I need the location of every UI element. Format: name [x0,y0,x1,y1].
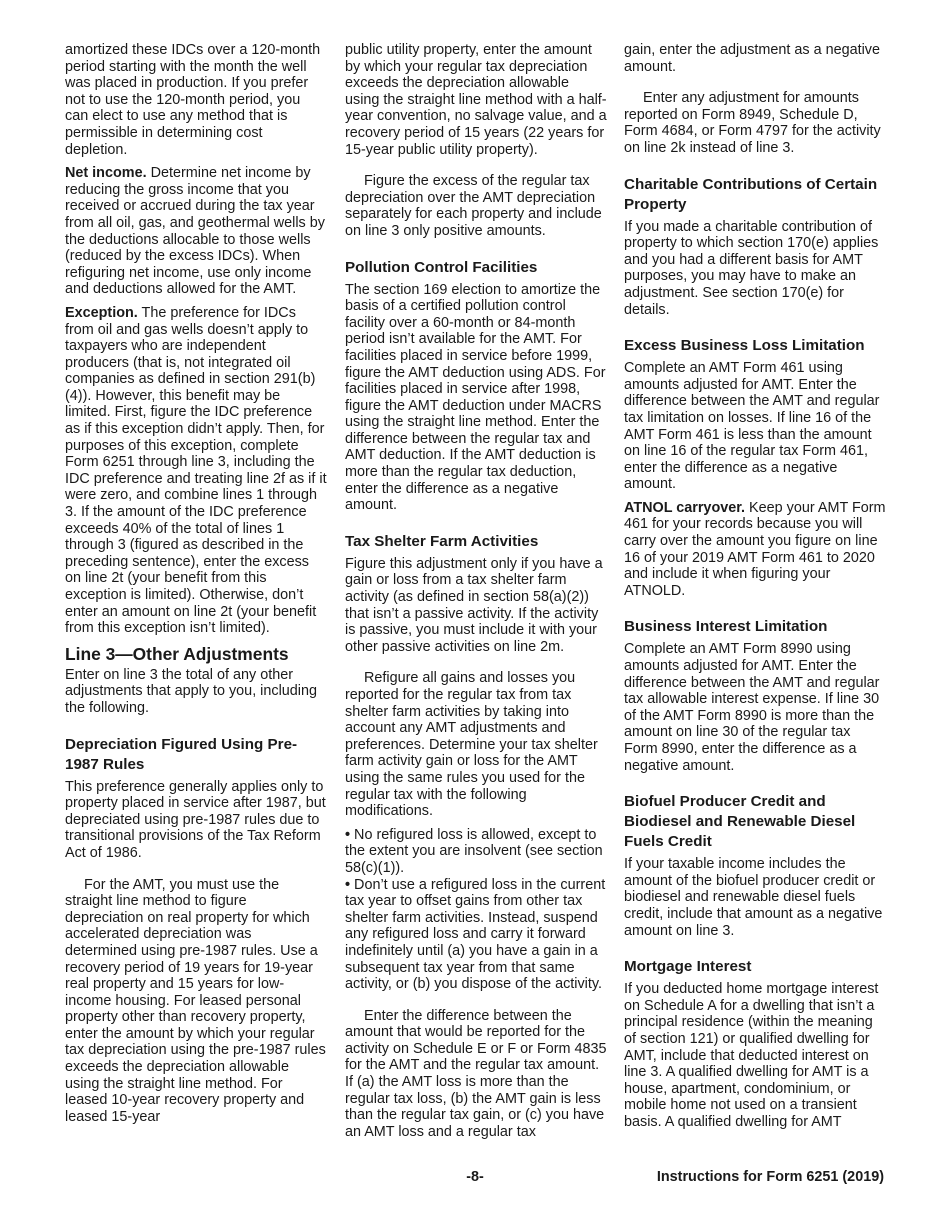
net-income-label: Net income. [65,165,147,182]
bullet-icon: • [345,876,351,893]
business-interest-paragraph: Complete an AMT Form 8990 using amounts adjusted for AMT. Enter the difference between the AMT and regular tax allowable interest expense. If line 30 of the AMT Form 8990 is more than the amount on line 30 of the regular tax Form 8990, enter the difference as a negative amount. [624,641,880,774]
page-number: -8- [466,1169,484,1185]
pollution-control-paragraph: The section 169 election to amortize the basis of a certified pollution control facility over a 60-month or 84-month period isn’t available for the AMT. For facilities placed in service before 1999, figure the AMT deduction using ADS. For facilities placed in service after 1998, figure the AMT deduction under MACRS using the straight line method. Enter the difference between the regular tax and AMT deduction. If the AMT deduction is more than the regular tax deduction, enter the difference as a negative amount. [345,281,606,514]
net-income-text: Determine net income by reducing the gross income that you received or accrued during the tax year from all oil, gas, and geothermal wells by the deductions allocable to those wells (reduced by the excess IDCs). When refiguring net income, use only income and deductions allowed for the AMT. [65,165,325,298]
depreciation-heading: Depreciation Figured Using Pre-1987 Rules [65,735,298,773]
bullet-item-1 [345,827,607,877]
line3-paragraph: Enter on line 3 the total of any other adjustments that apply to you, including the following. [65,666,317,716]
column-2 [345,42,607,1147]
document-title: Instructions for Form 6251 (2019) [656,1169,884,1185]
mortgage-interest-heading: Mortgage Interest [624,958,752,976]
farm-paragraph-2: Refigure all gains and losses you reported for the regular tax from tax shelter farm activities by taking into account any AMT adjustments and preferences. Determine your tax shelter farm activity gain or loss for the AMT using the same rules you used for the regular tax with the following modifications. [345,670,598,820]
atnol-paragraph [624,500,886,600]
charitable-contributions-paragraph: If you made a charitable contribution of property to which section 170(e) applies and you had a different basis for AMT purposes, you may have to make an adjustment. See section 170(e) for details. [624,218,879,318]
depreciation-paragraph-2: For the AMT, you must use the straight line method to figure depreciation on real property for which accelerated depreciation was determined using pre-1987 rules. Use a recovery period of 19 years for 19-year real property and 15 years for low-income housing. For leased personal property other than recovery property, enter the amount by which your regular tax depreciation using the pre-1987 rules exceeds the depreciation allowable using the straight line method. For leased 10-year recovery property and leased 15-year [65,876,326,1125]
mortgage-interest-paragraph: If you deducted home mortgage interest on Schedule A for a dwelling that isn’t a principal residence (within the meaning of section 121) or qualified dwelling for AMT, include that deducted interest on line 3. A qualified dwelling for AMT is a house, apartment, condominium, or mobile home not used on a transient basis. A qualified dwelling for AMT [624,981,879,1130]
farm-paragraph-1: Figure this adjustment only if you have a gain or loss from a tax shelter farm activity (as defined in section 58(a)(2)) that isn’t a passive activity. If the activity is passive, you must include it with your other passive activities on line 2m. [345,555,603,655]
excess-depreciation-paragraph: Figure the excess of the regular tax depreciation over the AMT depreciation separately for each property and include on line 3 only positive amounts. [345,173,602,239]
public-utility-paragraph: public utility property, enter the amount by which your regular tax depreciation exceeds the depreciation allowable using the straight line method with a half-year convention, no salvage value, and a recovery period of 15 years (22 years for 15-year public utility property). [345,42,607,158]
atnol-text: Keep your AMT Form 461 for your records because you will carry over the amount you figure on line 16 of your 2019 AMT Form 461 to 2020 and include it when figuring your ATNOLD. [624,499,886,599]
net-income-paragraph [65,165,327,298]
tax-shelter-farm-heading: Tax Shelter Farm Activities [345,532,539,550]
farm-paragraph-3: Enter the difference between the amount that would be reported for the activity on Schedule E or F or Form 4835 for the AMT and the regular tax amount. If (a) the AMT loss is more than the regular tax loss, (b) the AMT gain is less than the regular tax gain, or (c) you have an AMT loss and a regular tax [345,1007,607,1140]
excess-business-loss-heading: Excess Business Loss Limitation [624,337,865,355]
biofuel-credit-paragraph: If your taxable income includes the amount of the biofuel producer credit or biodiesel and renewable diesel fuels credit, include that amount as a negative amount on line 3. [624,856,883,939]
bullet-item-2 [345,877,607,993]
exception-text: The preference for IDCs from oil and gas wells doesn’t apply to taxpayers who are independent producers (that is, not integrated oil companies as defined in section 291(b)(4)). However, this benefit may be limited. First, figure the IDC preference as if this exception didn’t apply. Then, for purposes of this exception, complete Form 6251 through line 3, including the IDC preference and treating line 2f as if it were zero, and combine lines 1 through 3. If the amount of the IDC preference exceeds 40% of the total of lines 1 through 3 (figured as described in the preceding sentence), enter the excess on line 2t (your benefit from this exception is limited). Otherwise, don’t enter an amount on line 2t (your benefit from this exception isn’t limited). [65,304,327,637]
line3-heading: Line 3—Other Adjustments [65,643,289,664]
negative-adjustment-paragraph: gain, enter the adjustment as a negative amount. [624,42,881,75]
idc-amortization-paragraph: amortized these IDCs over a 120-month period starting with the month the well was placed in production. If you prefer not to use the 120-month period, you can elect to use any method that is permissible in determining cost depletion. [65,42,321,158]
form-adjustment-paragraph: Enter any adjustment for amounts reported on Form 8949, Schedule D, Form 4684, or Form 4797 for the activity on line 2k instead of line 3. [624,90,881,156]
column-3 [624,42,886,1138]
bullet-text-2: Don’t use a refigured loss in the current tax year to offset gains from other tax shelter farm activities. Instead, suspend any refigured loss and carry it forward indefinitely until (a) you have a gain in a subsequent tax year from that same activity, or (b) you dispose of the activity. [345,876,606,993]
bullet-text-1: No refigured loss is allowed, except to the extent you are insolvent (see section 58(c)(1)). [345,826,603,876]
biofuel-credit-heading: Biofuel Producer Credit and Biodiesel and Renewable Diesel Fuels Credit [624,793,856,851]
exception-label: Exception. [65,304,138,321]
business-interest-heading: Business Interest Limitation [624,618,828,636]
atnol-label: ATNOL carryover. [624,499,746,516]
pollution-control-heading: Pollution Control Facilities [345,258,538,276]
depreciation-paragraph-1: This preference generally applies only to property placed in service after 1987, but depreciated using pre-1987 rules due to transitional provisions of the Tax Reform Act of 1986. [65,778,326,861]
exception-paragraph [65,305,327,637]
column-1 [65,42,327,1132]
charitable-contributions-heading: Charitable Contributions of Certain Property [624,175,878,213]
excess-business-loss-paragraph: Complete an AMT Form 461 using amounts adjusted for AMT. Enter the difference between the AMT and regular tax limitation on losses. If line 16 of the AMT Form 461 is less than the amount on line 16 of the regular tax Form 461, enter the difference as a negative amount. [624,360,880,493]
bullet-icon: • [345,826,351,843]
